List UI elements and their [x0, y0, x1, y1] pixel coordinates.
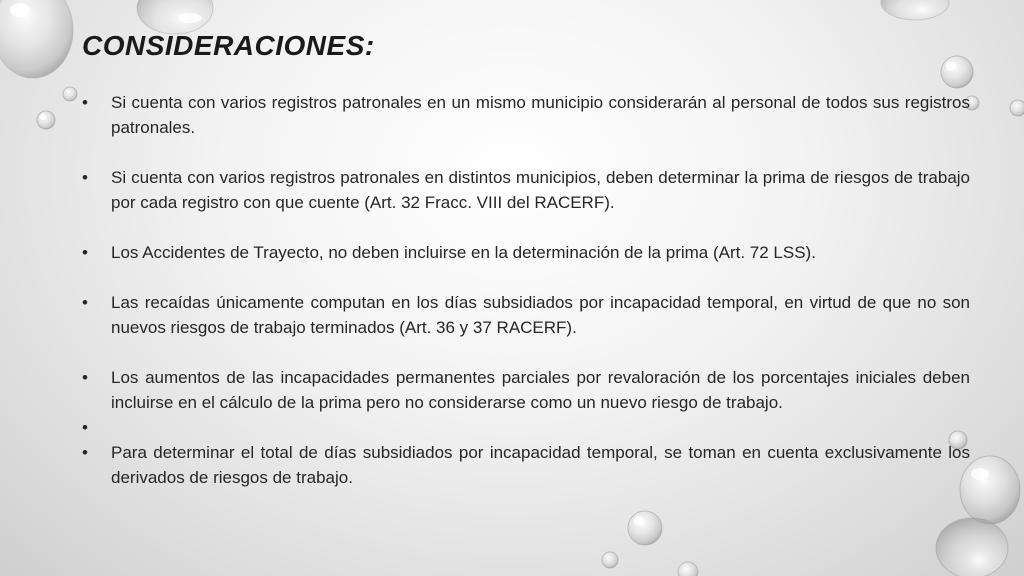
water-drop: [63, 87, 77, 101]
water-drop: [881, 0, 949, 20]
water-drop: [941, 56, 973, 88]
water-drop-highlight: [10, 3, 30, 17]
bullet-item: • Si cuenta con varios registros patronales en un mismo municipio considerarán al personal de todos sus registros patronales.: [82, 90, 970, 140]
bullet-item-empty: [82, 415, 970, 440]
water-drop-highlight: [178, 13, 202, 23]
water-drop: [936, 518, 1008, 576]
water-drop-highlight: [40, 114, 46, 120]
water-drop-highlight: [946, 61, 956, 71]
water-drop-highlight: [634, 516, 644, 526]
bullet-item: • Los Accidentes de Trayecto, no deben incluirse en la determinación de la prima (Art. 72 LSS).: [82, 240, 970, 265]
water-drop: [602, 552, 618, 568]
bullet-item: • Para determinar el total de días subsidiados por incapacidad temporal, se toman en cuenta exclusivamente los derivados de riesgos de trabajo.: [82, 440, 970, 490]
bullet-item: • Los aumentos de las incapacidades permanentes parciales por revaloración de los porcentajes iniciales deben incluirse en el cálculo de la prima pero no considerarse como un nuevo riesgo de trabajo.: [82, 365, 970, 415]
water-drop: [37, 111, 55, 129]
water-drop-highlight: [971, 468, 989, 480]
water-drop: [628, 511, 662, 545]
bullet-item: • Las recaídas únicamente computan en los días subsidiados por incapacidad temporal, en virtud de que no son nuevos riesgos de trabajo terminados (Art. 36 y 37 RACERF).: [82, 290, 970, 340]
bullet-item: • Si cuenta con varios registros patronales en distintos municipios, deben determinar la prima de riesgos de trabajo por cada registro con que cuente (Art. 32 Fracc. VIII del RACERF).: [82, 165, 970, 215]
bullet-list: [82, 90, 970, 490]
slide-title: CONSIDERACIONES:: [82, 30, 375, 61]
water-drop: [678, 562, 698, 576]
water-drop: [1010, 100, 1024, 116]
